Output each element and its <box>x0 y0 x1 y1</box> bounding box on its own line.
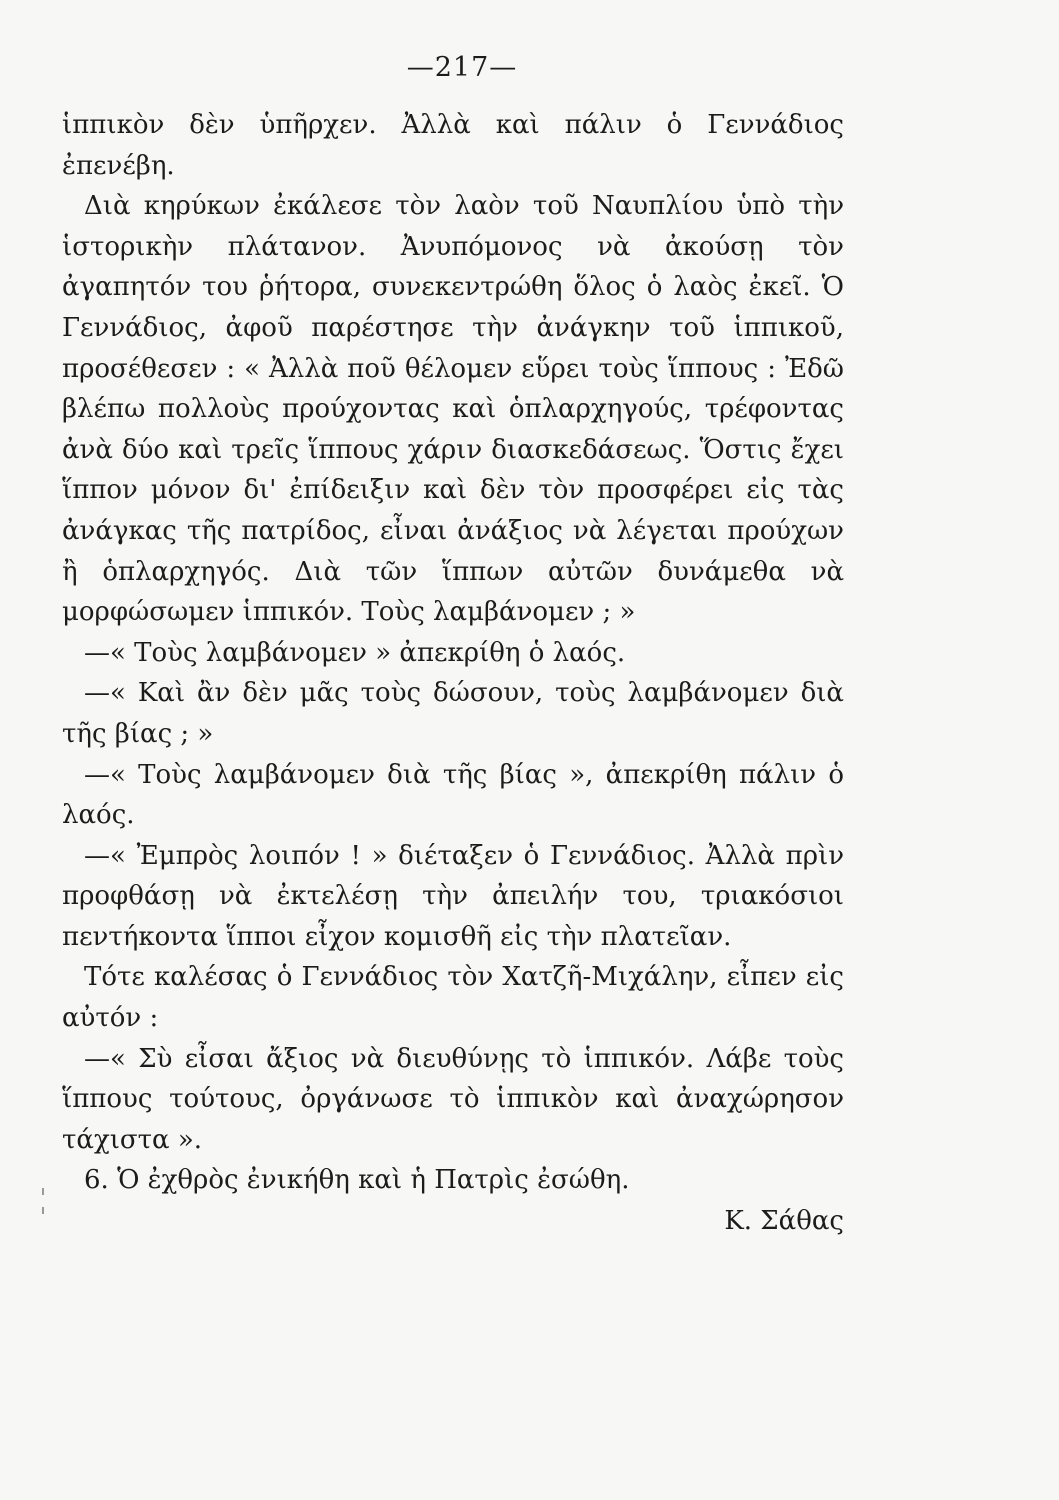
paragraph: —« Τοὺς λαμβάνομεν » ἀπεκρίθη ὁ λαός. <box>84 637 626 668</box>
document-page <box>62 52 844 1242</box>
paragraph: —« Τοὺς λαμβάνομεν διὰ τῆς βίας », ἀπεκρίθη πάλιν ὁ λαός. <box>62 759 844 831</box>
paragraph: Τότε καλέσας ὁ Γεννάδιος τὸν Χατζῆ-Μιχάλην, εἶπεν εἰς αὐτόν : <box>62 962 844 1034</box>
margin-mark <box>42 1188 44 1195</box>
paragraph: —« Ἐμπρὸς λοιπόν ! » διέταξεν ὁ Γεννάδιος. Ἀλλὰ πρὶν προφθάσῃ νὰ ἐκτελέσῃ τὴν ἀπειλήν του, τριακόσιοι πεντήκοντα ἵπποι εἶχον κομισθῆ εἰς τὴν πλατεῖαν. <box>62 840 844 952</box>
paragraph: —« Σὺ εἶσαι ἄξιος νὰ διευθύνῃς τὸ ἱππικόν. Λάβε τοὺς ἵππους τούτους, ὀργάνωσε τὸ ἱππικὸν καὶ ἀναχώρησον τάχιστα ». <box>62 1043 844 1155</box>
paragraph: —« Καὶ ἂν δὲν μᾶς τοὺς δώσουν, τοὺς λαμβάνομεν διὰ τῆς βίας ; » <box>62 678 844 749</box>
margin-marks <box>42 1188 46 1226</box>
paragraph: Διὰ κηρύκων ἐκάλεσε τὸν λαὸν τοῦ Ναυπλίου ὑπὸ τὴν ἱστορικὴν πλάτανον. Ἀνυπόμονος νὰ ἀκούσῃ τὸν ἀγαπητόν του ῥήτορα, συνεκεντρώθη ὅλος ὁ λαὸς ἐκεῖ. Ὁ Γεννάδιος, ἀφοῦ παρέστησε τὴν ἀνάγκην τοῦ ἱππικοῦ, προσέθεσεν : « Ἀλλὰ ποῦ θέλομεν εὕρει τοὺς ἵππους : Ἐδῶ βλέπω πολλοὺς προύχοντας καὶ ὁπλαρχηγούς, τρέφοντας ἀνὰ δύο καὶ τρεῖς ἵππους χάριν διασκεδάσεως. Ὅστις ἔχει ἵππον μόνον δι' ἐπίδειξιν καὶ δὲν τὸν προσφέρει εἰς τὰς ἀνάγκας τῆς πατρίδος, εἶναι ἀνάξιος νὰ λέγεται προύχων ἢ ὁπλαρχηγός. Διὰ τῶν ἵππων αὐτῶν δυνάμεθα νὰ μορφώσωμεν ἱππικόν. Τοὺς λαμβάνομεν ; » <box>62 191 844 628</box>
page-number: —217— <box>406 52 518 83</box>
paragraph: 6. Ὁ ἐχθρὸς ἐνικήθη καὶ ἡ Πατρὶς ἐσώθη. <box>84 1165 630 1196</box>
margin-mark <box>42 1207 44 1214</box>
body-text <box>62 105 844 1201</box>
author-signature: Κ. Σάθας <box>724 1206 844 1237</box>
paragraph: ἱππικὸν δὲν ὑπῆρχεν. Ἀλλὰ καὶ πάλιν ὁ Γεννάδιος ἐπενέβη. <box>62 110 844 181</box>
